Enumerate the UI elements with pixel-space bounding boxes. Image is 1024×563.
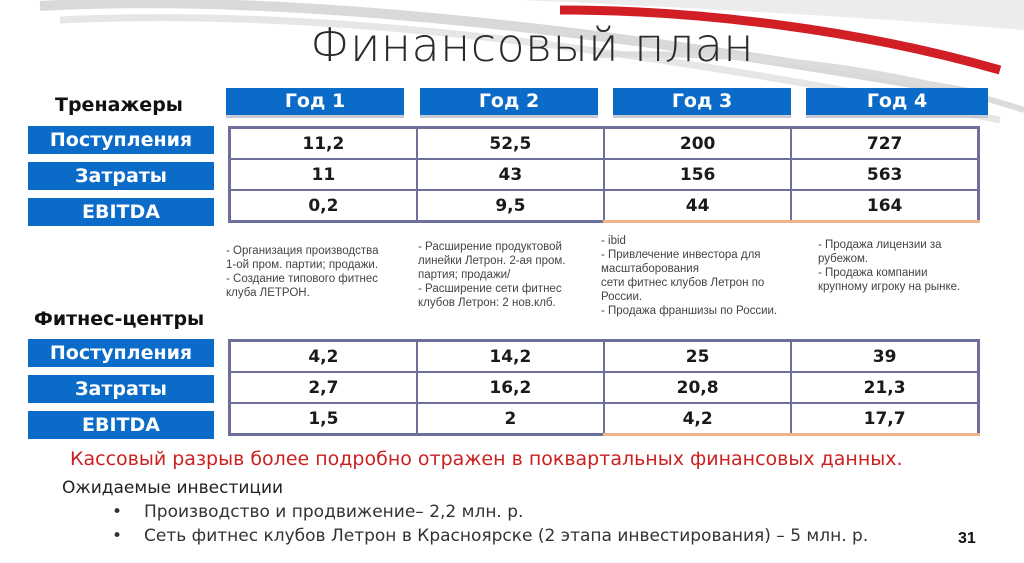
note-line: - Организация производства — [226, 245, 379, 257]
table-cell: 4,2 — [230, 341, 417, 373]
table-cell: 200 — [604, 128, 791, 160]
page-number: 31 — [958, 530, 976, 547]
note-line: - Продажа франшизы по России. — [601, 305, 778, 317]
note-line: - Расширение сети фитнес — [418, 283, 562, 295]
note-line: России. — [601, 291, 643, 303]
note-line: линейки Летрон. 2-ая пром. — [418, 255, 566, 267]
table-row — [230, 341, 979, 373]
section-label-trainers: Тренажеры — [55, 94, 183, 116]
table-row — [230, 190, 979, 222]
note-line: масштаборования — [601, 263, 699, 275]
table-cell: 9,5 — [417, 190, 604, 222]
table-row — [230, 372, 979, 403]
note-line: сети фитнес клубов Летрон по — [601, 277, 765, 289]
table-cell: 727 — [791, 128, 978, 160]
table-cell: 156 — [604, 159, 791, 190]
note-line: клубов Летрон: 2 нов.клб. — [418, 297, 556, 309]
bullet-icon: • — [112, 526, 123, 546]
note-line: - Расширение продуктовой — [418, 241, 562, 253]
note-line: 1-ой пром. партии; продажи. — [226, 259, 379, 271]
table-cell: 14,2 — [417, 341, 604, 373]
year-header-4: Год 4 — [806, 88, 988, 118]
fitness-row-label-costs: Затраты — [28, 375, 214, 403]
fitness-row-label-income: Поступления — [28, 339, 214, 367]
table-cell: 39 — [791, 341, 978, 373]
section-label-fitness: Фитнес-центры — [34, 308, 205, 330]
table-cell: 52,5 — [417, 128, 604, 160]
fitness-row-label-ebitda: EBITDA — [28, 411, 214, 439]
table-row — [230, 403, 979, 435]
note-year-1 — [226, 244, 379, 300]
year-header-1: Год 1 — [226, 88, 404, 118]
note-line: - Привлечение инвестора для — [601, 249, 761, 261]
table-row — [230, 159, 979, 190]
fitness-table — [228, 339, 980, 436]
investment-item-text: Производство и продвижение– 2,2 млн. р. — [144, 502, 524, 522]
cash-gap-note: Кассовый разрыв более подробно отражен в поквартальных финансовых данных. — [70, 448, 903, 470]
note-line: рубежом. — [818, 253, 869, 265]
note-line: - ibid — [601, 235, 626, 247]
page-title: Финансовый план — [310, 18, 754, 72]
note-line: - Продажа лицензии за — [818, 239, 942, 251]
table-cell: 2,7 — [230, 372, 417, 403]
bullet-icon: • — [112, 502, 123, 522]
table-cell: 164 — [791, 190, 978, 222]
table-cell: 44 — [604, 190, 791, 222]
note-year-4 — [818, 238, 960, 294]
investments-heading: Ожидаемые инвестиции — [62, 478, 284, 498]
note-year-3 — [601, 234, 777, 318]
table-cell: 0,2 — [230, 190, 417, 222]
note-line: - Создание типового фитнес — [226, 273, 378, 285]
note-line: - Продажа компании — [818, 267, 928, 279]
table-cell: 16,2 — [417, 372, 604, 403]
year-header-3: Год 3 — [613, 88, 791, 118]
table-cell: 21,3 — [791, 372, 978, 403]
table-cell: 43 — [417, 159, 604, 190]
table-cell: 25 — [604, 341, 791, 373]
trainers-table — [228, 126, 980, 223]
table-cell: 20,8 — [604, 372, 791, 403]
table-cell: 17,7 — [791, 403, 978, 435]
trainers-row-label-income: Поступления — [28, 126, 214, 154]
note-line: клуба ЛЕТРОН. — [226, 287, 310, 299]
year-header-2: Год 2 — [420, 88, 598, 118]
table-cell: 1,5 — [230, 403, 417, 435]
table-cell: 563 — [791, 159, 978, 190]
table-row — [230, 128, 979, 160]
table-cell: 4,2 — [604, 403, 791, 435]
note-line: партия; продажи/ — [418, 269, 511, 281]
trainers-row-label-ebitda: EBITDA — [28, 198, 214, 226]
table-cell: 2 — [417, 403, 604, 435]
note-year-2 — [418, 240, 565, 310]
table-cell: 11,2 — [230, 128, 417, 160]
investment-item-text: Сеть фитнес клубов Летрон в Красноярске (2 этапа инвестирования) – 5 млн. р. — [144, 526, 869, 546]
trainers-row-label-costs: Затраты — [28, 162, 214, 190]
note-line: крупному игроку на рынке. — [818, 281, 961, 293]
table-cell: 11 — [230, 159, 417, 190]
